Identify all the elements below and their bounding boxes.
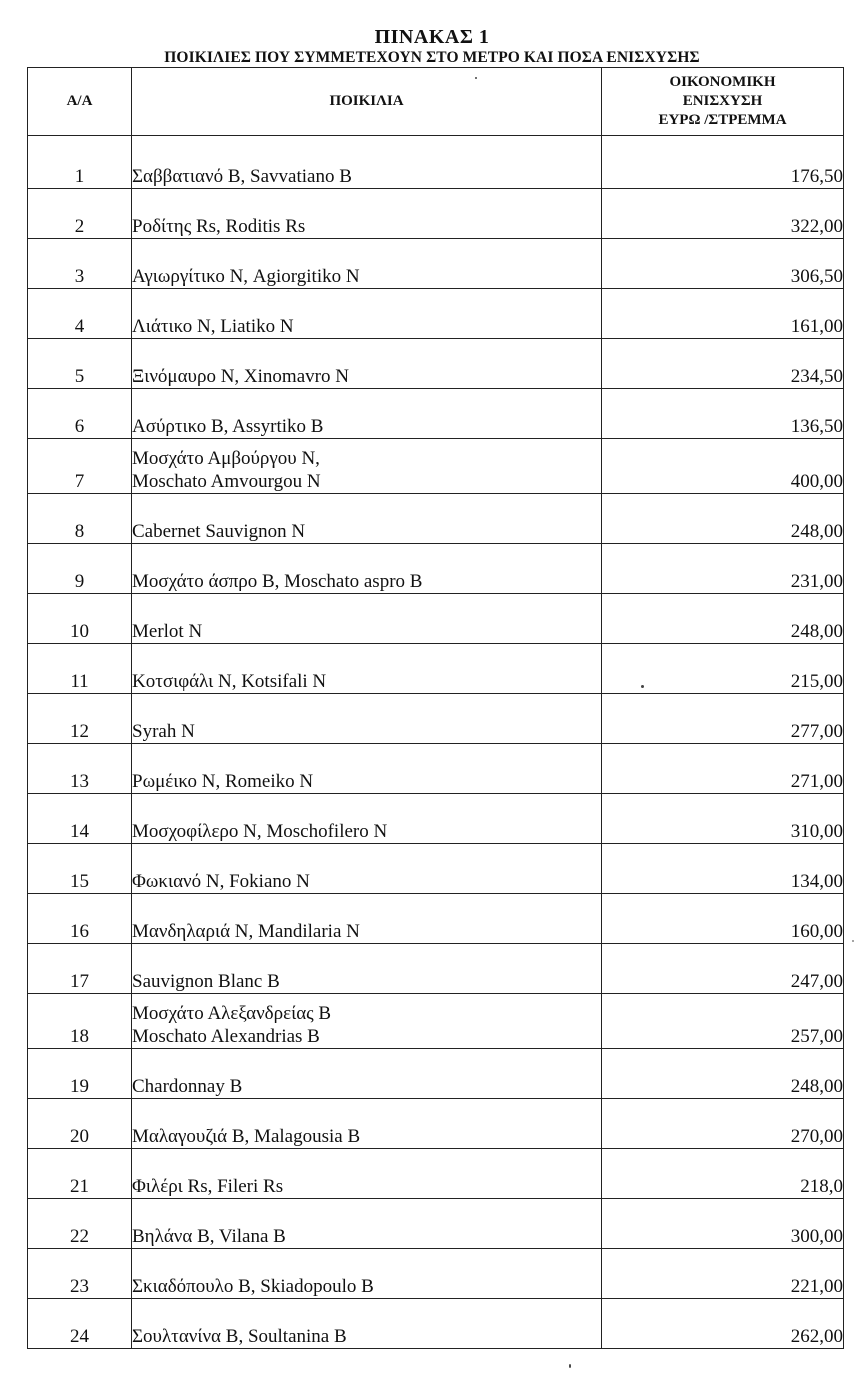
- variety-name-line: Cabernet Sauvignon N: [132, 521, 306, 542]
- variety-name-line: Φωκιανό Ν, Fokiano N: [132, 871, 310, 892]
- row-number: 1: [28, 136, 132, 189]
- header-aa: Α/Α: [28, 68, 132, 136]
- variety-name: [132, 744, 602, 794]
- row-number: 21: [28, 1149, 132, 1199]
- header-amount-line3: ΕΥΡΩ /ΣΤΡΕΜΜΑ: [658, 112, 787, 128]
- row-number: 2: [28, 189, 132, 239]
- support-amount: 134,00: [602, 844, 844, 894]
- row-number: 20: [28, 1099, 132, 1149]
- variety-name-line: Merlot N: [132, 621, 203, 642]
- table-row: [28, 1299, 844, 1349]
- support-amount: 300,00: [602, 1199, 844, 1249]
- variety-name-line: Moschato Alexandrias B: [132, 1026, 320, 1047]
- variety-name-line: Μοσχάτο Αμβούργου Ν,: [132, 448, 320, 469]
- table-row: [28, 994, 844, 1049]
- variety-name-line: Μοσχάτο Αλεξανδρείας B: [132, 1003, 332, 1024]
- table-row: [28, 189, 844, 239]
- header-amount: [602, 68, 844, 136]
- variety-name: [132, 239, 602, 289]
- variety-name: [132, 1149, 602, 1199]
- variety-name-line: Αγιωργίτικο Ν, Agiorgitiko N: [132, 266, 360, 287]
- row-number: 18: [28, 994, 132, 1049]
- table-row: [28, 1249, 844, 1299]
- row-number: 5: [28, 339, 132, 389]
- variety-name: [132, 494, 602, 544]
- variety-name-line: Ξινόμαυρο Ν, Xinomavro N: [132, 366, 349, 387]
- variety-name-line: Syrah N: [132, 721, 195, 742]
- support-amount: 257,00: [602, 994, 844, 1049]
- table-title: ΠΙΝΑΚΑΣ 1: [374, 26, 490, 48]
- variety-name: [132, 1049, 602, 1099]
- variety-name: [132, 844, 602, 894]
- row-number: 17: [28, 944, 132, 994]
- variety-name: [132, 136, 602, 189]
- table-row: [28, 1199, 844, 1249]
- support-amount: 160,00: [602, 894, 844, 944]
- scan-speck: [641, 685, 644, 688]
- table-row: [28, 544, 844, 594]
- row-number: 24: [28, 1299, 132, 1349]
- support-amount: 248,00: [602, 594, 844, 644]
- row-number: 22: [28, 1199, 132, 1249]
- header-variety: ΠΟΙΚΙΛΙΑ: [132, 68, 602, 136]
- support-amount: 221,00: [602, 1249, 844, 1299]
- row-number: 3: [28, 239, 132, 289]
- row-number: 11: [28, 644, 132, 694]
- row-number: 4: [28, 289, 132, 339]
- support-amount: 215,00: [602, 644, 844, 694]
- table-row: [28, 389, 844, 439]
- table-row: [28, 339, 844, 389]
- row-number: 13: [28, 744, 132, 794]
- variety-name-line: Σκιαδόπουλο B, Skiadopoulo B: [132, 1276, 374, 1297]
- table-subtitle: ΠΟΙΚΙΛΙΕΣ ΠΟΥ ΣΥΜΜΕΤΕΧΟΥΝ ΣΤΟ ΜΕΤΡΟ ΚΑΙ ΠΟΣΑ ΕΝΙΣΧΥΣΗΣ: [164, 49, 700, 66]
- table-row: [28, 694, 844, 744]
- scan-speck: [569, 1364, 571, 1368]
- variety-name-line: Κοτσιφάλι Ν, Kotsifali N: [132, 671, 327, 692]
- variety-name-line: Μαλαγουζιά B, Malagousia B: [132, 1126, 361, 1147]
- row-number: 12: [28, 694, 132, 744]
- row-number: 7: [28, 439, 132, 494]
- variety-name: [132, 1299, 602, 1349]
- variety-name-line: Μοσχάτο άσπρο B, Moschato aspro B: [132, 571, 423, 592]
- header-amount-line2: ΕΝΙΣΧΥΣΗ: [682, 93, 763, 109]
- variety-name: [132, 289, 602, 339]
- variety-name: [132, 944, 602, 994]
- support-amount: 400,00: [602, 439, 844, 494]
- varieties-table: [27, 67, 844, 1349]
- support-amount: 161,00: [602, 289, 844, 339]
- support-amount: 218,0: [602, 1149, 844, 1199]
- table-row: [28, 594, 844, 644]
- variety-name: [132, 1099, 602, 1149]
- variety-name: [132, 1249, 602, 1299]
- table-row: [28, 844, 844, 894]
- scan-speck: [475, 77, 477, 79]
- table-row: [28, 944, 844, 994]
- variety-name: [132, 1199, 602, 1249]
- table-row: [28, 239, 844, 289]
- variety-name-line: Sauvignon Blanc B: [132, 971, 280, 992]
- support-amount: 231,00: [602, 544, 844, 594]
- table-row: [28, 1149, 844, 1199]
- support-amount: 262,00: [602, 1299, 844, 1349]
- variety-name: [132, 439, 602, 494]
- support-amount: 271,00: [602, 744, 844, 794]
- variety-name-line: Μανδηλαριά Ν, Mandilaria N: [132, 921, 360, 942]
- support-amount: 306,50: [602, 239, 844, 289]
- row-number: 8: [28, 494, 132, 544]
- variety-name: [132, 339, 602, 389]
- table-row: [28, 794, 844, 844]
- table-row: [28, 894, 844, 944]
- support-amount: 248,00: [602, 1049, 844, 1099]
- variety-name-line: Ασύρτικο B, Assyrtiko B: [132, 416, 324, 437]
- support-amount: 176,50: [602, 136, 844, 189]
- row-number: 15: [28, 844, 132, 894]
- variety-name: [132, 894, 602, 944]
- variety-name: [132, 389, 602, 439]
- support-amount: 248,00: [602, 494, 844, 544]
- row-number: 23: [28, 1249, 132, 1299]
- variety-name: [132, 544, 602, 594]
- variety-name-line: Σουλτανίνα B, Soultanina B: [132, 1326, 347, 1347]
- support-amount: 322,00: [602, 189, 844, 239]
- variety-name-line: Φιλέρι Rs, Fileri Rs: [132, 1176, 284, 1197]
- table-row: [28, 1099, 844, 1149]
- support-amount: 310,00: [602, 794, 844, 844]
- table-row: [28, 494, 844, 544]
- support-amount: 136,50: [602, 389, 844, 439]
- header-row: [28, 68, 844, 136]
- support-amount: 277,00: [602, 694, 844, 744]
- variety-name: [132, 644, 602, 694]
- variety-name-line: Σαββατιανό B, Savvatiano B: [132, 166, 352, 187]
- row-number: 10: [28, 594, 132, 644]
- table-row: [28, 136, 844, 189]
- header-amount-line1: ΟΙΚΟΝΟΜΙΚΗ: [669, 74, 776, 90]
- row-number: 19: [28, 1049, 132, 1099]
- variety-name: [132, 694, 602, 744]
- table-row: [28, 289, 844, 339]
- variety-name-line: Λιάτικο Ν, Liatiko N: [132, 316, 294, 337]
- table-row: [28, 439, 844, 494]
- variety-name-line: Βηλάνα B, Vilana B: [132, 1226, 286, 1247]
- table-row: [28, 1049, 844, 1099]
- row-number: 14: [28, 794, 132, 844]
- variety-name: [132, 189, 602, 239]
- variety-name-line: Moschato Amvourgou N: [132, 471, 321, 492]
- support-amount: 234,50: [602, 339, 844, 389]
- variety-name: [132, 594, 602, 644]
- table-row: [28, 644, 844, 694]
- row-number: 9: [28, 544, 132, 594]
- table-body: [28, 136, 844, 1349]
- row-number: 6: [28, 389, 132, 439]
- scan-speck: [852, 940, 854, 942]
- variety-name-line: Ρωμέικο Ν, Romeiko N: [132, 771, 314, 792]
- variety-name: [132, 794, 602, 844]
- table-row: [28, 744, 844, 794]
- variety-name-line: Μοσχοφίλερο Ν, Moschofilero N: [132, 821, 388, 842]
- row-number: 16: [28, 894, 132, 944]
- variety-name: [132, 994, 602, 1049]
- support-amount: 270,00: [602, 1099, 844, 1149]
- variety-name-line: Ροδίτης Rs, Roditis Rs: [132, 216, 306, 237]
- variety-name-line: Chardonnay B: [132, 1076, 243, 1097]
- support-amount: 247,00: [602, 944, 844, 994]
